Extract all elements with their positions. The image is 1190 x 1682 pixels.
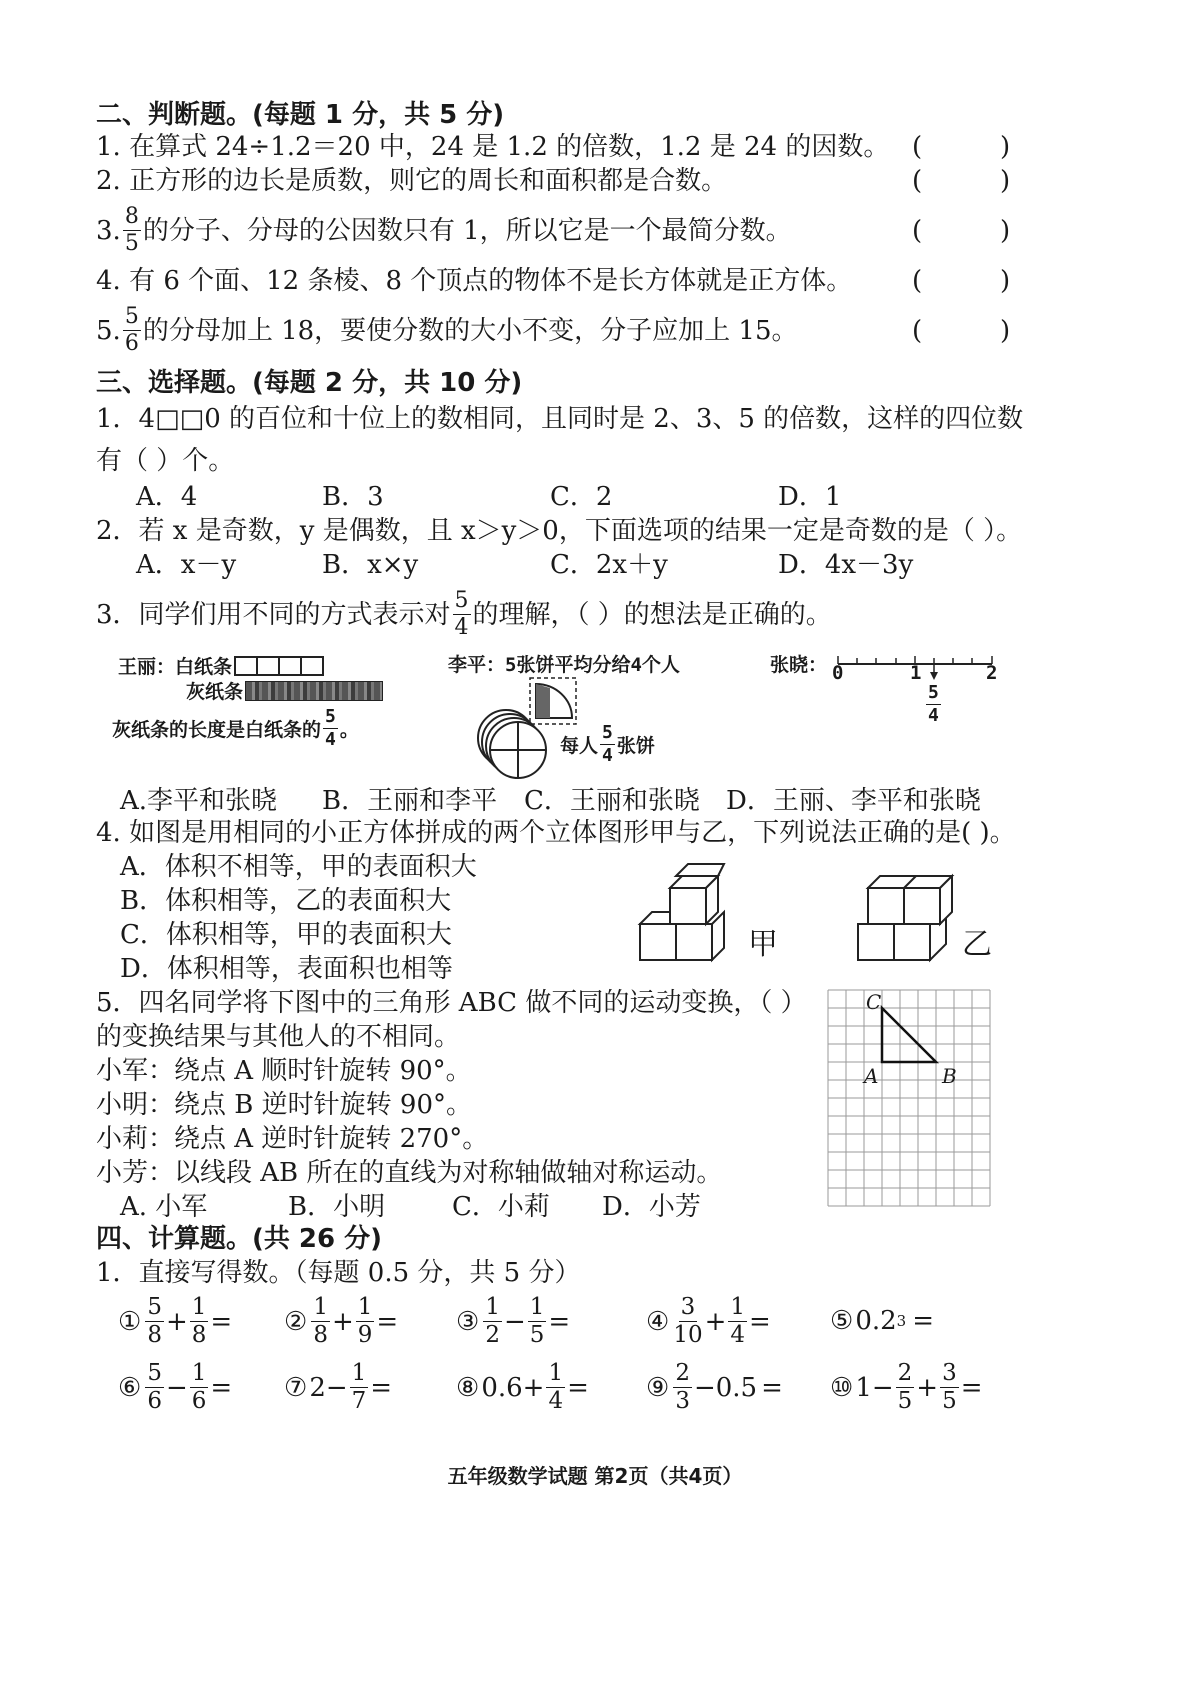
choice-5-person-3: 小莉：绕点 A 逆时针旋转 270°。 (96, 1124, 489, 1154)
choice-2-option-c[interactable]: C．2x＋y (550, 550, 668, 580)
choice-5-stem-line2: 的变换结果与其他人的不相同。 (96, 1022, 461, 1052)
answer-paren-open[interactable]: ( (912, 166, 923, 196)
wangli-figure: 王丽：白纸条 (118, 652, 324, 679)
number-line-tick-1: 1 (910, 662, 922, 684)
choice-3-option-b[interactable]: B．王丽和李平 (322, 786, 498, 816)
section-4-title: 四、计算题。(共 26 分) (96, 1224, 383, 1254)
page-footer: 五年级数学试题 第2页（共4页） (447, 1464, 743, 1488)
choice-2-stem: 2．若 x 是奇数，y 是偶数，且 x＞y＞0，下面选项的结果一定是奇数的是（ ）。 (96, 516, 1023, 546)
label-jia: 甲 (748, 927, 778, 962)
label-yi: 乙 (962, 927, 992, 962)
calc-item-7: ⑦ 2− $\frac{1}{7}$ = (284, 1360, 393, 1414)
calc-item-6: ⑥ $\frac{5}{6}$ − $\frac{1}{6}$ = (118, 1360, 233, 1414)
choice-5-person-1: 小军：绕点 A 顺时针旋转 90°。 (96, 1056, 472, 1086)
answer-paren-close: ) (1000, 132, 1011, 162)
calc-item-3: ③ $\frac{1}{2}$ − $\frac{1}{5}$ = (456, 1294, 571, 1348)
choice-1-option-a[interactable]: A．4 (136, 482, 198, 512)
calc-item-4: ④ $\frac{3}{10}$ + $\frac{1}{4}$ = (646, 1294, 771, 1348)
judge-item-3: 3. $\frac{8}{5}$ 的分子、分母的公因数只有 1，所以它是一个最简分数。 (96, 204, 792, 256)
liping-label: 李平：5张饼平均分给4个人 (448, 654, 680, 676)
choice-4-option-a[interactable]: A．体积不相等，甲的表面积大 (120, 852, 477, 882)
choice-1-option-b[interactable]: B．3 (322, 482, 384, 512)
answer-paren-open[interactable]: ( (912, 266, 923, 296)
answer-paren-close: ) (1000, 316, 1011, 346)
fraction: $\frac{5}{4}$ (454, 588, 469, 640)
number-line-tick-2: 2 (986, 662, 998, 684)
calc-item-10: ⑩ 1− $\frac{2}{5}$ + $\frac{3}{5}$ = (830, 1360, 983, 1414)
fraction: $\frac{5}{4}$ (602, 722, 613, 766)
gray-strip (245, 681, 383, 701)
fraction: $\frac{5}{6}$ (124, 304, 139, 356)
triangle-grid-figure (828, 990, 998, 1210)
cube-figure-jia (638, 866, 758, 966)
choice-4-option-d[interactable]: D．体积相等，表面积也相等 (120, 954, 453, 984)
gray-strip-row: 灰纸条 (186, 677, 383, 704)
point-a-label: A (864, 1064, 879, 1088)
choice-5-person-4: 小芳：以线段 AB 所在的直线为对称轴做轴对称运动。 (96, 1158, 723, 1188)
answer-paren-open[interactable]: ( (912, 316, 923, 346)
calc-item-5: ⑤ 0.2 3 = (830, 1306, 935, 1336)
answer-paren-close: ) (1000, 216, 1011, 246)
choice-1-option-c[interactable]: C．2 (550, 482, 613, 512)
answer-paren-close: ) (1000, 166, 1011, 196)
cube-figure-yi (856, 866, 976, 966)
choice-1-option-d[interactable]: D．1 (778, 482, 842, 512)
wangli-note: 灰纸条的长度是白纸条的 $\frac{5}{4}$ 。 (112, 706, 359, 750)
choice-2-option-a[interactable]: A．x－y (136, 550, 237, 580)
choice-4-option-b[interactable]: B．体积相等，乙的表面积大 (120, 886, 452, 916)
calc-item-2: ② $\frac{1}{8}$ + $\frac{1}{9}$ = (284, 1294, 399, 1348)
calc-item-1: ① $\frac{5}{8}$ + $\frac{1}{8}$ = (118, 1294, 233, 1348)
choice-5-option-d[interactable]: D．小芳 (602, 1192, 701, 1222)
calc-item-9: ⑨ $\frac{2}{3}$ −0.5 = (646, 1360, 783, 1414)
answer-paren-open[interactable]: ( (912, 216, 923, 246)
section-2-title: 二、判断题。(每题 1 分，共 5 分) (96, 100, 505, 130)
choice-5-option-b[interactable]: B．小明 (288, 1192, 386, 1222)
choice-3-stem: 3．同学们用不同的方式表示对 $\frac{5}{4}$ 的理解，（ ）的想法是正确的。 (96, 588, 832, 640)
choice-5-person-2: 小明：绕点 B 逆时针旋转 90°。 (96, 1090, 472, 1120)
fraction: $\frac{8}{5}$ (124, 204, 139, 256)
choice-2-option-d[interactable]: D．4x－3y (778, 550, 914, 580)
choice-3-option-a[interactable]: A.李平和张晓 (120, 786, 278, 816)
choice-1-stem-line2: 有（ ）个。 (96, 446, 235, 476)
choice-5-stem-line1: 5．四名同学将下图中的三角形 ABC 做不同的运动变换，（ ） (96, 988, 807, 1018)
fraction: $\frac{5}{4}$ (928, 682, 939, 726)
point-c-label: C (866, 990, 882, 1014)
liping-each: 每人 $\frac{5}{4}$ 张饼 (560, 722, 655, 766)
choice-3-option-d[interactable]: D．王丽、李平和张晓 (726, 786, 981, 816)
number-line-marker (924, 684, 943, 725)
calc-sub-1: 1．直接写得数。（每题 0.5 分，共 5 分） (96, 1258, 581, 1288)
fraction: $\frac{5}{4}$ (325, 706, 336, 750)
judge-item-1: 1. 在算式 24÷1.2＝20 中，24 是 1.2 的倍数，1.2 是 24 的因数。 (96, 132, 890, 162)
number-line-tick-0: 0 (832, 662, 844, 684)
choice-3-option-c[interactable]: C．王丽和张晓 (524, 786, 700, 816)
white-strip (234, 656, 324, 676)
zhangxiao-label: 张晓： (770, 654, 828, 676)
judge-item-5: 5. $\frac{5}{6}$ 的分母加上 18，要使分数的大小不变，分子应加上 15。 (96, 304, 798, 356)
choice-2-option-b[interactable]: B．x×y (322, 550, 419, 580)
choice-5-option-a[interactable]: A. 小军 (120, 1192, 208, 1222)
choice-4-option-c[interactable]: C．体积相等，甲的表面积大 (120, 920, 452, 950)
choice-1-stem-line1: 1．4□□0 的百位和十位上的数相同，且同时是 2、3、5 的倍数，这样的四位数 (96, 404, 1024, 434)
calc-item-8: ⑧ 0.6+ $\frac{1}{4}$ = (456, 1360, 589, 1414)
choice-5-option-c[interactable]: C．小莉 (452, 1192, 550, 1222)
choice-4-stem: 4. 如图是用相同的小正方体拼成的两个立体图形甲与乙，下列说法正确的是( )。 (96, 818, 1016, 848)
answer-paren-open[interactable]: ( (912, 132, 923, 162)
judge-item-2: 2. 正方形的边长是质数，则它的周长和面积都是合数。 (96, 166, 728, 196)
point-b-label: B (942, 1064, 957, 1088)
section-3-title: 三、选择题。(每题 2 分，共 10 分) (96, 368, 523, 398)
judge-item-4: 4. 有 6 个面、12 条棱、8 个顶点的物体不是长方体就是正方体。 (96, 266, 853, 296)
answer-paren-close: ) (1000, 266, 1011, 296)
